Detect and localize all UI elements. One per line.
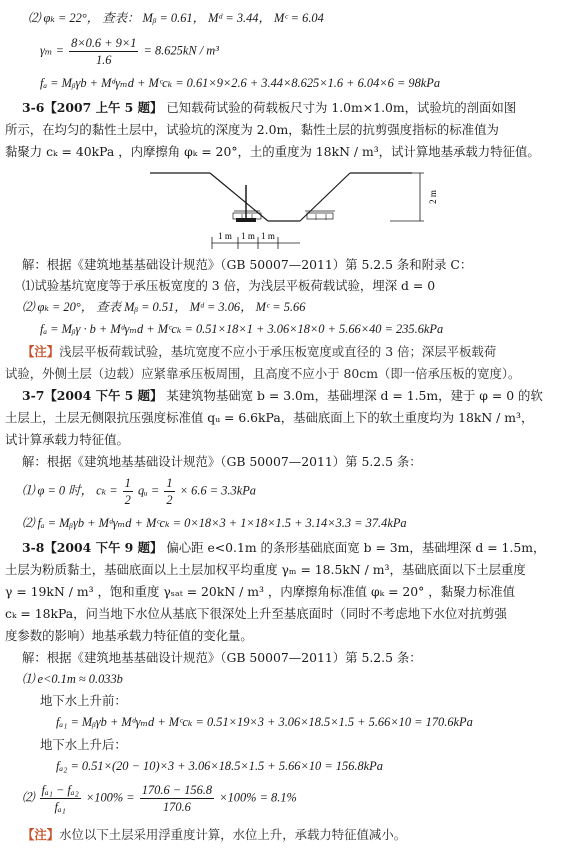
fraction-denominator: 2 [124,493,131,507]
line-14: 土层上，土层无侧限抗压强度标准值 qᵤ = 6.6kPa，基础底面上下的软土重度均为 18kN / m³， [5,410,534,425]
problem-heading: 3-6【2007 上午 5 题】 [22,100,163,115]
note-text: 水位以下土层采用浮重度计算，水位上升，承载力特征值减小。 [59,827,407,842]
note-1 [22,343,496,360]
fraction-denominator: 2 [166,493,173,507]
line-2 [40,35,219,68]
line-8: ⑴试验基坑宽度等于承压板宽度的 3 倍，为浅层平板荷载试验，埋深 d = 0 [22,278,436,293]
width-label-1: 1 m [218,231,232,241]
fraction-denominator: 1.6 [95,53,112,67]
gamma-m-rhs: = 8.625kN / m³ [143,43,219,58]
problem-text: 某建筑物基础宽 b = 3.0m，基础埋深 d = 1.5m，建于 φ = 0 的软 [162,388,543,403]
fraction [164,475,174,508]
fraction-numerator: fₐ₁ − fₐ₂ [41,783,79,797]
line-9: ⑵ φₖ = 20°， 查表 Mᵦ = 0.51， Mᵈ = 3.06， Mᶜ = 5.66 [22,300,306,314]
line-15: 试计算承载力特征值。 [5,432,129,447]
line-30-mid: ×100% = [85,790,135,805]
fraction-numerator: 1 [166,476,173,490]
line-10: fₐ = Mᵦγ · b + Mᵈγₘd + Mᶜcₖ = 0.51×18×1 + 3.06×18×0 + 5.66×40 = 235.6kPa [40,322,444,336]
line-30 [22,782,297,815]
line-6: 黏聚力 cₖ = 40kPa ，内摩擦角 φₖ = 20°，土的重度为 18kN / m³，试计算地基承载力特征值。 [5,144,540,159]
fraction [140,782,214,815]
note-text: 浅层平板荷载试验，基坑宽度不应小于承压板宽度或直径的 3 倍；深层平板载荷 [59,344,497,359]
width-label-2: 1 m [241,231,255,241]
fraction-denominator: 170.6 [162,800,191,814]
problem-3-8 [22,539,545,556]
fraction [40,782,81,815]
fraction [69,35,138,68]
fraction-denominator: fₐ₁ [54,800,66,814]
line-18: ⑵ fₐ = Mᵦγb + Mᵈγₘd + Mᶜcₖ = 0×18×3 + 1×18×1.5 + 3.14×3.3 = 37.4kPa [22,516,407,530]
problem-heading: 3-7【2004 下午 5 题】 [22,388,163,403]
problem-text: 已知载荷试验的荷载板尺寸为 1.0m×1.0m，试验坑的剖面如图 [162,100,517,115]
fraction [123,475,133,508]
line-20: 土层为粉质黏土，基础底面以上土层加权平均重度 γₘ = 18.5kN / m³，基础底面以下土层重度 [5,562,526,577]
line-17-b: qᵤ = [137,483,160,498]
line-5: 所示，在均匀的黏性土层中，试验坑的深度为 2.0m，黏性土层的抗剪强度指标的标准值为 [5,122,499,137]
line-25: ⑴ e<0.1m ≈ 0.033b [22,672,123,686]
line-29: fₐ₂ = 0.51×(20 − 10)×3 + 3.06×18.5×1.5 + 5.66×10 = 156.8kPa [56,759,383,773]
note-tag: 【注】 [22,344,60,359]
problem-3-6 [22,99,516,116]
note-tag: 【注】 [22,827,60,842]
depth-label: 2 m [428,190,438,204]
line-30-post: ×100% = 8.1% [219,790,297,805]
line-24: 解：根据《建筑地基基础设计规范》（GB 50007—2011）第 5.2.5 条： [22,650,422,665]
line-12: 试验，外侧土层（边载）应紧靠承压板周围，且高度不应小于 80cm（即一倍承压板的宽度）。 [5,366,521,381]
test-pit-section-diagram [150,165,450,255]
line-17-c: × 6.6 = 3.3kPa [179,483,256,498]
problem-heading: 3-8【2004 下午 9 题】 [22,540,163,555]
problem-3-7 [22,387,543,404]
line-7: 解：根据《建筑地基基础设计规范》（GB 50007—2011）第 5.2.5 条和附录 C： [22,257,473,272]
problem-text: 偏心距 e<0.1m 的条形基础底面宽 b = 3m，基础埋深 d = 1.5m， [162,540,546,555]
fraction-numerator: 1 [124,476,131,490]
line-22: cₖ = 18kPa，问当地下水位从基底下很深处上升至基底面时（同时不考虑地下水位对抗剪强 [5,606,507,621]
fraction-numerator: 170.6 − 156.8 [141,783,213,797]
gamma-m-lhs: γₘ = [40,43,64,58]
line-27: fₐ₁ = Mᵦγb + Mᵈγₘd + Mᶜcₖ = 0.51×19×3 + 3.06×18.5×1.5 + 5.66×10 = 170.6kPa [56,715,473,729]
line-23: 度参数的影响）地基承载力特征值的变化量。 [5,628,253,643]
line-28: 地下水上升后： [40,737,127,752]
fraction-numerator: 8×0.6 + 9×1 [71,36,137,50]
line-30-pre: ⑵ [22,790,35,805]
line-17-a: ⑴ φ = 0 时， cₖ = [22,483,118,498]
line-21: γ = 19kN / m³ ，饱和重度 γₛₐₜ = 20kN / m³ ，内摩擦角标准值 φₖ = 20° ，黏聚力标准值 [5,584,516,599]
line-17 [22,475,256,508]
note-2 [22,826,406,843]
width-label-3: 1 m [261,231,275,241]
line-3: fₐ = Mᵦγb + Mᵈγₘd + Mᶜcₖ = 0.61×9×2.6 + 3.44×8.625×1.6 + 6.04×6 = 98kPa [40,76,441,90]
line-16: 解：根据《建筑地基基础设计规范》（GB 50007—2011）第 5.2.5 条： [22,454,422,469]
line-1: ⑵ φₖ = 22°， 查表： Mᵦ = 0.61， Mᵈ = 3.44， Mᶜ = 6.04 [28,11,324,25]
line-26: 地下水上升前： [40,693,127,708]
